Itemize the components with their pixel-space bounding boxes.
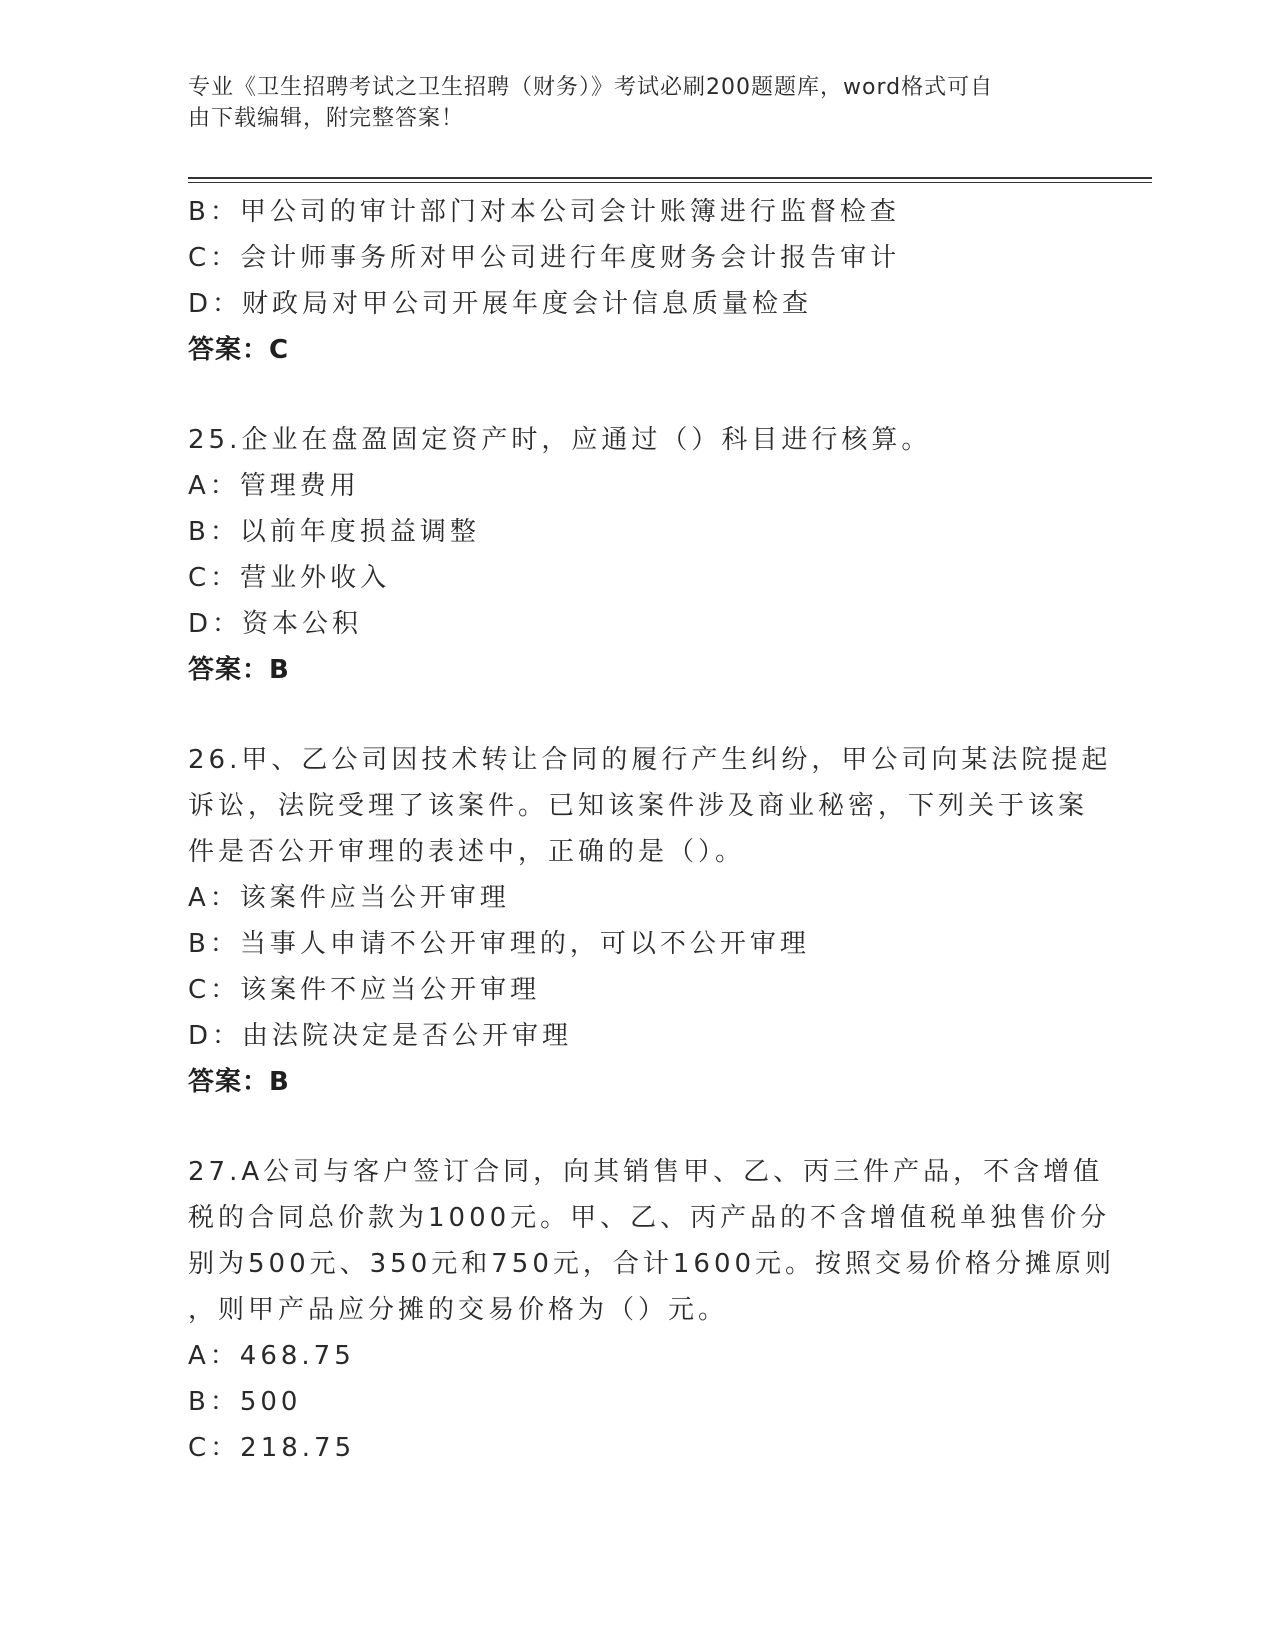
header-rule-thin [188, 182, 1152, 183]
question-stem-line-3: 别为500元、350元和750元，合计1600元。按照交易价格分摊原则 [188, 1249, 1116, 1279]
option-b: B：甲公司的审计部门对本公司会计账簿进行监督检查 [188, 197, 900, 227]
question-stem-line-1: 26.甲、乙公司因技术转让合同的履行产生纠纷，甲公司向某法院提起 [188, 745, 1112, 775]
header-line-1: 专业《卫生招聘考试之卫生招聘（财务）》考试必刷200题题库，word格式可自 [188, 75, 994, 100]
question-stem-line-2: 诉讼，法院受理了该案件。已知该案件涉及商业秘密，下列关于该案 [188, 791, 1089, 821]
option-a: A：管理费用 [188, 471, 360, 501]
answer-line: 答案：B [188, 1067, 290, 1097]
header-rule-thick [188, 177, 1152, 179]
option-c: C：218.75 [188, 1433, 356, 1463]
answer-line: 答案：B [188, 655, 290, 685]
question-25 [188, 417, 1088, 693]
document-header [188, 72, 1068, 134]
option-b: B：500 [188, 1387, 302, 1417]
question-26 [188, 737, 1112, 1105]
question-stem-line-4: ，则甲产品应分摊的交易价格为（）元。 [188, 1295, 729, 1325]
option-b: B：以前年度损益调整 [188, 517, 480, 547]
header-line-2: 由下载编辑，附完整答案！ [188, 106, 465, 131]
option-b: B：当事人申请不公开审理的，可以不公开审理 [188, 929, 810, 959]
option-a: A：468.75 [188, 1341, 355, 1371]
option-d: D：由法院决定是否公开审理 [188, 1021, 573, 1051]
question-stem-line-2: 税的合同总价款为1000元。甲、乙、丙产品的不含增值税单独售价分 [188, 1203, 1111, 1233]
question-stem-line-1: 27.A公司与客户签订合同，向其销售甲、乙、丙三件产品，不含增值 [188, 1157, 1104, 1187]
option-d: D：财政局对甲公司开展年度会计信息质量检查 [188, 289, 813, 319]
question-27 [188, 1149, 1116, 1471]
option-c: C：该案件不应当公开审理 [188, 975, 541, 1005]
option-c: C：会计师事务所对甲公司进行年度财务会计报告审计 [188, 243, 901, 273]
option-a: A：该案件应当公开审理 [188, 883, 510, 913]
option-c: C：营业外收入 [188, 563, 391, 593]
answer-line: 答案：C [188, 335, 290, 365]
question-stem-line-3: 件是否公开审理的表述中，正确的是（）。 [188, 837, 746, 867]
option-d: D：资本公积 [188, 609, 363, 639]
question-24-continuation [188, 189, 1088, 373]
question-list [188, 189, 1116, 1471]
question-stem: 25.企业在盘盈固定资产时，应通过（）科目进行核算。 [188, 425, 932, 455]
